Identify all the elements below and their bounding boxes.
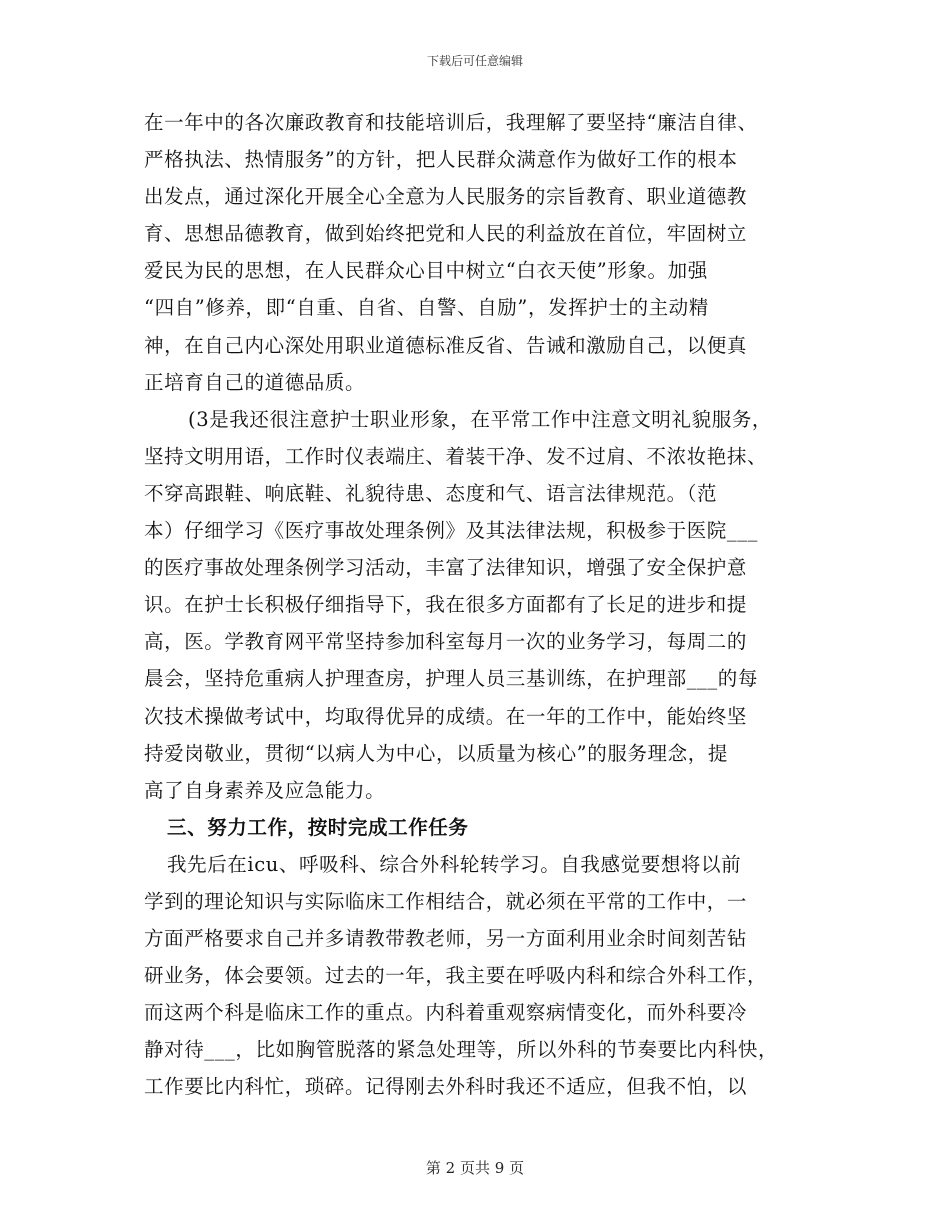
- text-line: 次技术操做考试中，均取得优异的成绩。在一年的工作中，能始终坚: [144, 704, 748, 728]
- text-line: 识。在护士长积极仔细指导下，我在很多方面都有了长足的进步和提: [144, 593, 748, 617]
- text-line: 不穿高跟鞋、响底鞋、礼貌待患、态度和气、语言法律规范。（范: [144, 481, 718, 505]
- text-line: 坚持文明用语，工作时仪表端庄、着装干净、发不过肩、不浓妆艳抹、: [144, 444, 768, 468]
- text-line: 爱民为民的思想，在人民群众心目中树立“白衣天使”形象。加强: [144, 259, 708, 283]
- text-line: 学到的理论知识与实际临床工作相结合，就必须在平常的工作中，一: [144, 889, 748, 913]
- text-line: 严格执法、热情服务”的方针，把人民群众满意作为做好工作的根本: [144, 148, 738, 172]
- text-line: 的医疗事故处理条例学习活动，丰富了法律知识，增强了安全保护意: [144, 556, 748, 580]
- text-line: 研业务，体会要领。过去的一年，我主要在呼吸内科和综合外科工作，: [144, 964, 768, 988]
- text-line: 神，在自己内心深处用职业道德标准反省、告诫和激励自己，以便真: [144, 333, 748, 357]
- document-body: [144, 104, 824, 1106]
- text-line: 出发点，通过深化开展全心全意为人民服务的宗旨教育、职业道德教: [144, 185, 748, 209]
- text-line: 高了自身素养及应急能力。: [144, 778, 386, 802]
- text-line: 本）仔细学习《医疗事故处理条例》及其法律法规，积极参于医院___: [144, 519, 758, 543]
- text-line: 持爱岗敬业，贯彻“以病人为中心，以质量为核心”的服务理念，提: [144, 741, 728, 765]
- page-number: 第 2 页共 9 页: [425, 1159, 525, 1177]
- text-line: 而这两个科是临床工作的重点。内科着重观察病情变化，而外科要冷: [144, 1001, 748, 1025]
- text-line: 在一年中的各次廉政教育和技能培训后，我理解了要坚持“廉洁自律、: [144, 111, 758, 134]
- text-line: 工作要比内科忙，琐碎。记得刚去外科时我还不适应，但我不怕，以: [144, 1075, 748, 1099]
- text-line: (3是我还很注意护士职业形象，在平常工作中注意文明礼貌服务，: [188, 407, 773, 431]
- text-line: 正培育自己的道德品质。: [144, 370, 366, 394]
- page-header: 下载后可任意编辑: [426, 54, 523, 68]
- text-line: 育、思想品德教育，做到始终把党和人民的利益放在首位，牢固树立: [144, 222, 748, 246]
- text-line: 我先后在icu、呼吸科、综合外科轮转学习。自我感觉要想将以前: [167, 852, 742, 876]
- section-heading: 三、努力工作，按时完成工作任务: [167, 815, 469, 839]
- text-line: “四自”修养，即“自重、自省、自警、自励”，发挥护士的主动精: [144, 296, 709, 320]
- text-line: 静对待___，比如胸管脱落的紧急处理等，所以外科的节奏要比内科快，: [144, 1038, 779, 1062]
- text-line: 高，医。学教育网平常坚持参加科室每月一次的业务学习，每周二的: [144, 630, 748, 654]
- text-line: 方面严格要求自己并多请教带教老师，另一方面利用业余时间刻苦钻: [144, 927, 748, 951]
- text-line: 晨会，坚持危重病人护理查房，护理人员三基训练，在护理部___的每: [144, 667, 758, 691]
